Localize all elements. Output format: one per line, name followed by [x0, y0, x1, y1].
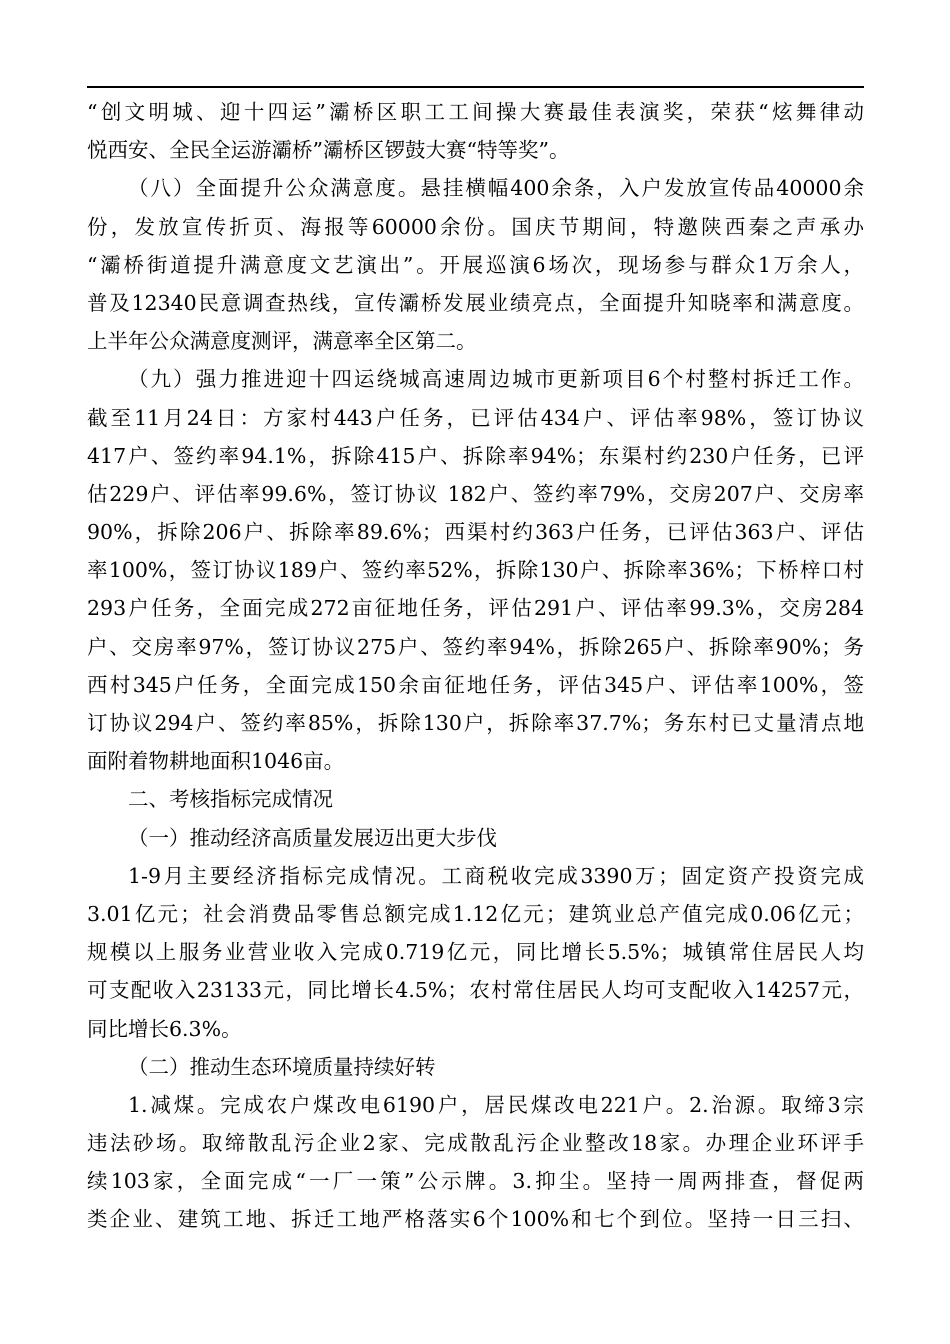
text-line: 普及12340民意调查热线，宣传灞桥发展业绩亮点，全面提升知晓率和满意度。: [87, 290, 864, 315]
subsection-heading: （一）推动经济高质量发展迈出更大步伐: [128, 825, 497, 850]
text-line: 订协议294户、签约率85%，拆除130户，拆除率37.7%；务东村已丈量清点地: [87, 711, 864, 735]
text-line: 户、交房率97%，签订协议275户、签约率94%，拆除265户、拆除率90%；务: [87, 634, 864, 659]
text-line: （九）强力推进迎十四运绕城高速周边城市更新项目6个村整村拆迁工作。: [128, 367, 864, 392]
text-line: 1.减煤。完成农户煤改电6190户，居民煤改电221户。2.治源。取缔3宗: [128, 1092, 864, 1117]
text-line: 417户、签约率94.1%，拆除415户、拆除率94%；东渠村约230户任务，已评: [87, 443, 864, 468]
header-rule: [87, 86, 864, 88]
text-line: 类企业、建筑工地、拆迁工地严格落实6个100%和七个到位。坚持一日三扫、: [87, 1207, 864, 1232]
section-heading: 二、考核指标完成情况: [128, 787, 333, 812]
text-line: 截至11月24日：方家村443户任务，已评估434户、评估率98%，签订协议: [87, 405, 864, 430]
text-line: 90%，拆除206户、拆除率89.6%；西渠村约363户任务，已评估363户、评估: [87, 520, 864, 545]
text-line: 1-9月主要经济指标完成情况。工商税收完成3390万；固定资产投资完成: [128, 863, 864, 888]
text-line: 违法砂场。取缔散乱污企业2家、完成散乱污企业整改18家。办理企业环评手: [87, 1131, 864, 1156]
paragraph-economy: [87, 857, 864, 1048]
paragraph-ecology: [87, 1086, 864, 1239]
subsection-heading: （二）推动生态环境质量持续好转: [128, 1054, 436, 1079]
document-body: [87, 93, 864, 1239]
text-line: 规模以上服务业营业收入完成0.719亿元，同比增长5.5%；城镇常住居民人均: [87, 940, 864, 965]
text-line: 估229户、评估率99.6%，签订协议 182户、签约率79%，交房207户、交房率: [87, 481, 864, 506]
text-line: 西村345户任务，全面完成150余亩征地任务，评估345户、评估率100%，签: [87, 672, 864, 697]
text-line: 可支配收入23133元，同比增长4.5%；农村常住居民人均可支配收入14257元，: [87, 978, 864, 1003]
paragraph-section-8: [87, 169, 864, 360]
text-line: 3.01亿元；社会消费品零售总额完成1.12亿元；建筑业总产值完成0.06亿元；: [87, 901, 864, 926]
text-line: 率100%，签订协议189户、签约率52%，拆除130户、拆除率36%；下桥梓口村: [87, 558, 864, 583]
text-line: 悦西安、全民全运游灞桥”灞桥区锣鼓大赛“特等奖”。: [87, 138, 570, 163]
paragraph-continuation: [87, 93, 864, 169]
text-line: 同比增长6.3%。: [87, 1016, 242, 1041]
text-line: （八）全面提升公众满意度。悬挂横幅400余条，入户发放宣传品40000余: [128, 176, 864, 201]
text-line: 上半年公众满意度测评，满意率全区第二。: [87, 329, 477, 354]
text-line: 续103家，全面完成“一厂一策”公示牌。3.抑尘。坚持一周两排查，督促两: [87, 1169, 864, 1194]
text-line: “创文明城、迎十四运”灞桥区职工工间操大赛最佳表演奖，荣获“炫舞律动: [87, 100, 864, 124]
paragraph-section-9: [87, 360, 864, 780]
text-line: 面附着物耕地面积1046亩。: [87, 749, 345, 774]
text-line: 293户任务，全面完成272亩征地任务，评估291户、评估率99.3%，交房284: [87, 596, 864, 621]
text-line: “灞桥街道提升满意度文艺演出”。开展巡演6场次，现场参与群众1万余人，: [87, 252, 864, 277]
text-line: 份，发放宣传折页、海报等60000余份。国庆节期间，特邀陕西秦之声承办: [87, 214, 864, 239]
